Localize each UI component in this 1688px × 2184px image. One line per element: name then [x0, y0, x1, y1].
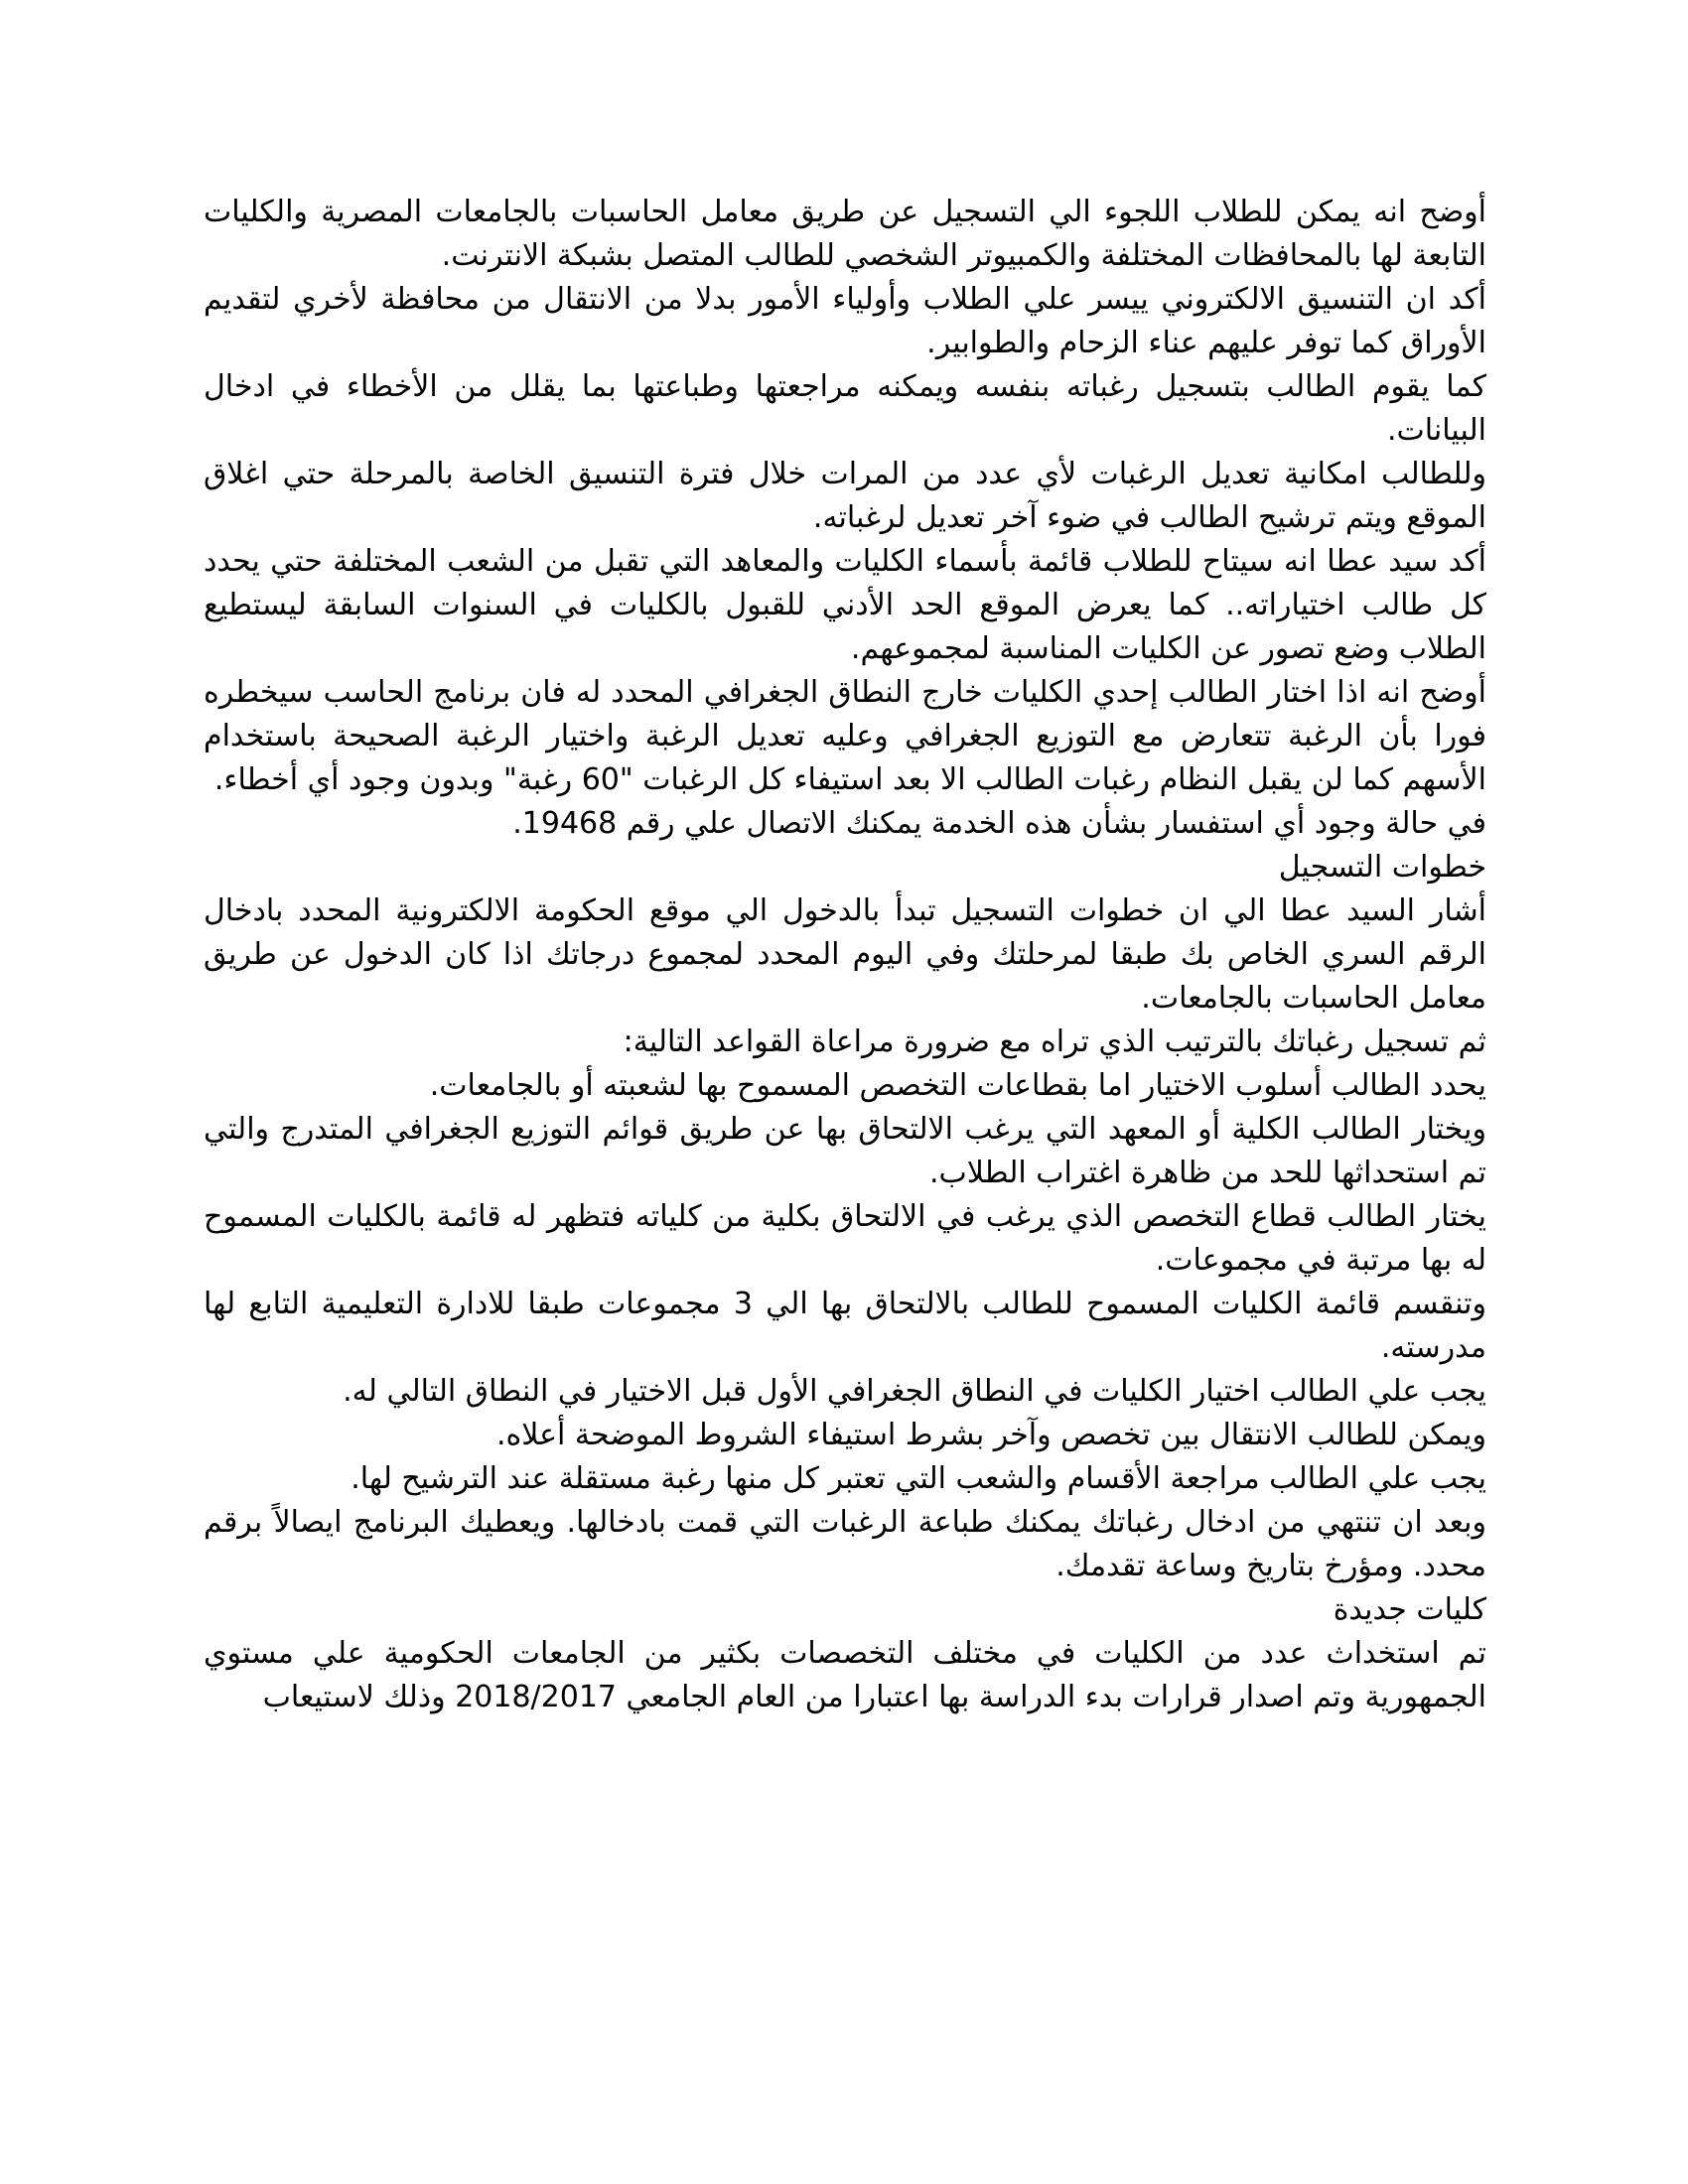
heading-new-colleges: كليات جديدة — [1333, 1592, 1486, 1627]
para-register-wishes: كما يقوم الطالب بتسجيل رغباته بنفسه ويمكنه مراجعتها وطباعتها بما يقلل من الأخطاء في ادخال البيانات. — [204, 369, 1486, 448]
para-order-rules: ثم تسجيل رغباتك بالترتيب الذي تراه مع ضرورة مراعاة القواعد التالية: — [623, 1024, 1486, 1059]
para-colleges-list: أكد سيد عطا انه سيتاح للطلاب قائمة بأسماء الكليات والمعاهد التي تقبل من الشعب المختلفة حتي يحدد كل طالب اختياراته.. كما يعرض الموقع الحد الأدني للقبول بالكليات في السنوات السابقة ليستطيع الطلاب وضع تصور عن الكليات المناسبة لمجموعهم. — [204, 544, 1486, 666]
para-rule-print-receipt: وبعد ان تنتهي من ادخال رغباتك يمكنك طباعة الرغبات التي قمت بادخالها. ويعطيك البرنامج ايصالاً برقم محدد. ومؤرخ بتاريخ وساعة تقدمك. — [204, 1505, 1486, 1583]
para-computer-labs: أوضح انه يمكن للطلاب اللجوء الي التسجيل عن طريق معامل الحاسبات بالجامعات المصرية والكليات التابعة لها بالمحافظات المختلفة والكمبيوتر الشخصي للطالب المتصل بشبكة الانترنت. — [204, 195, 1486, 273]
para-rule-sector: يختار الطالب قطاع التخصص الذي يرغب في الالتحاق بكلية من كلياته فتظهر له قائمة بالكليات المسموح له بها مرتبة في مجموعات. — [204, 1199, 1486, 1278]
para-hotline: في حالة وجود أي استفسار بشأن هذه الخدمة يمكنك الاتصال علي رقم 19468. — [512, 806, 1486, 841]
para-rule-first-range: يجب علي الطالب اختيار الكليات في النطاق الجغرافي الأول قبل الاختيار في النطاق التالي له. — [343, 1374, 1486, 1409]
para-new-colleges: تم استخداث عدد من الكليات في مختلف التخصصات بكثير من الجامعات الحكومية علي مستوي الجمهورية وتم اصدار قرارات بدء الدراسة بها اعتبارا من العام الجامعي 2018/2017 وذلك لاستيعاب — [204, 1636, 1486, 1714]
document-page — [204, 191, 1486, 1719]
para-electronic-coordination: أكد ان التنسيق الالكتروني ييسر علي الطلاب وأولياء الأمور بدلا من الانتقال من محافظة لأخري لتقديم الأوراق كما توفر عليهم عناء الزحام والطوابير. — [204, 282, 1486, 360]
para-rule-groups: وتنقسم قائمة الكليات المسموح للطالب بالالتحاق بها الي 3 مجموعات طبقا للادارة التعليمية التابع لها مدرسته. — [204, 1287, 1486, 1365]
para-rule-method: يحدد الطالب أسلوب الاختيار اما بقطاعات التخصص المسموح بها لشعبته أو بالجامعات. — [429, 1068, 1486, 1103]
para-geographic-warning: أوضح انه اذا اختار الطالب إحدي الكليات خارج النطاق الجغرافي المحدد له فان برنامج الحاسب سيخطره فورا بأن الرغبة تتعارض مع التوزيع الجغرافي وعليه تعديل الرغبة واختيار الرغبة الصحيحة باستخدام الأسهم كما لن يقبل النظام رغبات الطالب الا بعد استيفاء كل الرغبات "60 رغبة" وبدون وجود أي أخطاء. — [204, 675, 1486, 797]
heading-registration-steps: خطوات التسجيل — [1278, 850, 1486, 885]
para-registration-start: أشار السيد عطا الي ان خطوات التسجيل تبدأ بالدخول الي موقع الحكومة الالكترونية المحدد بادخال الرقم السري الخاص بك طبقا لمرحلتك وفي اليوم المحدد لمجموع درجاتك اذا كان الدخول عن طريق معامل الحاسبات بالجامعات. — [204, 893, 1486, 1016]
para-rule-switch: ويمكن للطالب الانتقال بين تخصص وآخر بشرط استيفاء الشروط الموضحة أعلاه. — [495, 1418, 1486, 1452]
para-rule-review-departments: يجب علي الطالب مراجعة الأقسام والشعب التي تعتبر كل منها رغبة مستقلة عند الترشيح لها. — [351, 1461, 1486, 1496]
para-modify-wishes: وللطالب امكانية تعديل الرغبات لأي عدد من المرات خلال فترة التنسيق الخاصة بالمرحلة حتي اغلاق الموقع ويتم ترشيح الطالب في ضوء آخر تعديل لرغباته. — [204, 457, 1486, 535]
para-rule-choose-college: ويختار الطالب الكلية أو المعهد التي يرغب الالتحاق بها عن طريق قوائم التوزيع الجغرافي المتدرج والتي تم استحداثها للحد من ظاهرة اغتراب الطلاب. — [204, 1112, 1486, 1190]
